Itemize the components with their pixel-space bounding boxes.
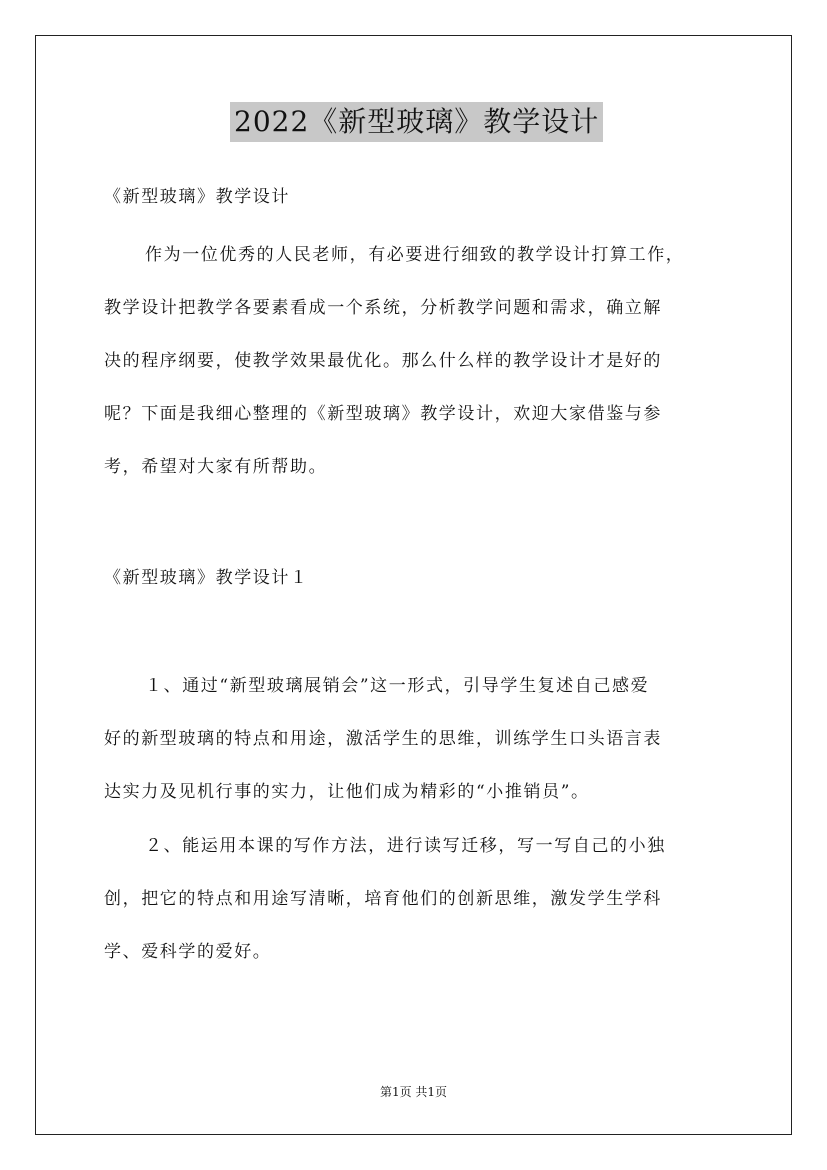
point1-line: 好的新型玻璃的特点和用途，激活学生的思维，训练学生口头语言表 xyxy=(104,729,662,749)
section-heading: 《新型玻璃》教学设计１ xyxy=(104,568,309,588)
intro-line: 呢？下面是我细心整理的《新型玻璃》教学设计，欢迎大家借鉴与参 xyxy=(104,404,662,424)
page-footer: 第1页 共1页 xyxy=(379,1085,448,1099)
intro-line: 作为一位优秀的人民老师，有必要进行细致的教学设计打算工作， xyxy=(145,245,685,265)
intro-line: 考，希望对大家有所帮助。 xyxy=(104,457,328,477)
point2-line: 创，把它的特点和用途写清晰，培育他们的创新思维，激发学生学科 xyxy=(104,889,662,909)
intro-line: 决的程序纲要，使教学效果最优化。那么什么样的教学设计才是好的 xyxy=(104,351,662,371)
point2-line: 学、爱科学的爱好。 xyxy=(104,942,272,962)
point1-line: 达实力及见机行事的实力，让他们成为精彩的“小推销员”。 xyxy=(104,782,590,802)
subtitle: 《新型玻璃》教学设计 xyxy=(104,187,290,207)
document-title: 2022《新型玻璃》教学设计 xyxy=(230,102,603,142)
point1-line: １、通过“新型玻璃展销会”这一形式，引导学生复述自己感爱 xyxy=(145,676,650,696)
intro-line: 教学设计把教学各要素看成一个系统，分析教学问题和需求，确立解 xyxy=(104,298,662,318)
point2-line: ２、能运用本课的写作方法，进行读写迁移，写一写自己的小独 xyxy=(145,836,666,856)
